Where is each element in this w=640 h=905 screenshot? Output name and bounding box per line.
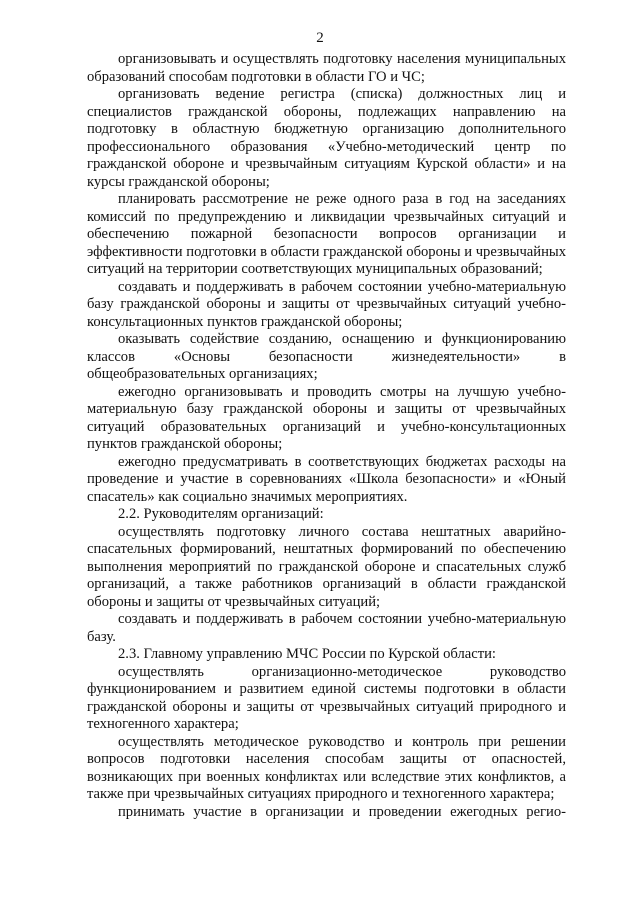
paragraph: ежегодно предусматривать в соответствующих бюджетах расходы на проведение и участие в соревнованиях «Школа безопасности» и «Юный спасатель» как социально значимых мероприятиях. xyxy=(87,453,566,505)
page-number: 2 xyxy=(316,30,324,46)
paragraph: организовывать и осуществлять подготовку населения муниципальных образований способам подготовки в области ГО и ЧС; xyxy=(87,51,566,85)
paragraph: осуществлять организационно-методическое руководство функционированием и развитием единой системы подготовки в области гражданской обороны и защиты от чрезвычайных ситуаций природного и техногенного характера; xyxy=(87,663,566,732)
document-body xyxy=(87,51,566,821)
section-heading: 2.2. Руководителям организаций: xyxy=(118,506,324,522)
paragraph: осуществлять методическое руководство и контроль при решении вопросов подготовки населения способам защиты от опасностей, возникающих при военных конфликтах или вследствие этих конфликтов, а также при чрезвычайных ситуациях природного и техногенного характера; xyxy=(87,733,566,802)
paragraph: принимать участие в организации и проведении ежегодных регио- xyxy=(118,803,566,820)
paragraph: создавать и поддерживать в рабочем состоянии учебно-материальную базу. xyxy=(87,611,566,645)
paragraph: оказывать содействие созданию, оснащению и функционированию классов «Основы безопасности жизнедеятельности» в общеобразовательных организациях; xyxy=(87,331,566,382)
paragraph: создавать и поддерживать в рабочем состоянии учебно-материальную базу гражданской обороны и защиты от чрезвычайных ситуаций учебно-консультационных пунктов гражданской обороны; xyxy=(87,278,566,330)
paragraph: ежегодно организовывать и проводить смотры на лучшую учебно-материальную базу гражданской обороны и защиты от чрезвычайных ситуаций образовательных организаций и учебно-консультационных пунктов гражданской обороны; xyxy=(87,383,566,452)
paragraph: планировать рассмотрение не реже одного раза в год на заседаниях комиссий по предупреждению и ликвидации чрезвычайных ситуаций и обеспечению пожарной безопасности вопросов организации и эффективности подготовки в области гражданской обороны и чрезвычайных ситуаций на территории соответствующих муниципальных образований; xyxy=(87,191,566,277)
paragraph: организовать ведение регистра (списка) должностных лиц и специалистов гражданской обороны, подлежащих направлению на подготовку в областную бюджетную организацию дополнительного профессионального образования «Учебно-методический центр по гражданской обороне и чрезвычайным ситуациям Курской области» и на курсы гражданской обороны; xyxy=(87,86,566,190)
paragraph: осуществлять подготовку личного состава нештатных аварийно-спасательных формирований, нештатных формирований по обеспечению выполнения мероприятий по гражданской обороне и спасательных служб организаций, а также работников организаций в области гражданской обороны и защиты от чрезвычайных ситуаций; xyxy=(87,523,566,610)
section-heading: 2.3. Главному управлению МЧС России по Курской области: xyxy=(118,646,496,662)
